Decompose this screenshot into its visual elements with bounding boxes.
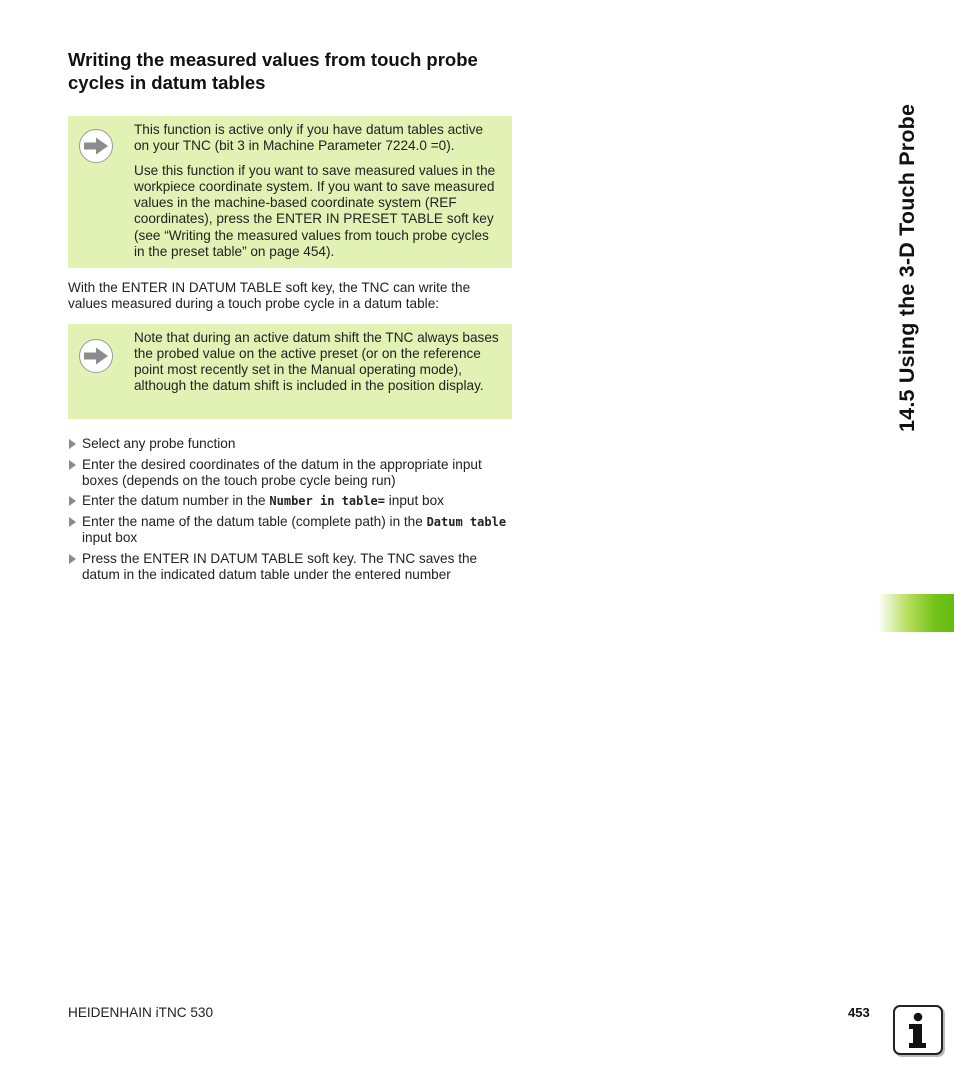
note-paragraph: This function is active only if you have datum tables active on your TNC (bit 3 in Machine Parameter 7224.0 =0).	[134, 122, 484, 154]
info-icon	[893, 1005, 943, 1055]
section-heading: Writing the measured values from touch probe cycles in datum tables	[68, 49, 478, 93]
step-list	[68, 436, 512, 587]
triangle-bullet-icon	[69, 496, 76, 506]
input-box-name: Number in table=	[269, 494, 385, 509]
triangle-bullet-icon	[69, 439, 76, 449]
intro-paragraph: With the ENTER IN DATUM TABLE soft key, the TNC can write the values measured during a touch probe cycle in a datum table:	[68, 280, 471, 312]
note-paragraph: Use this function if you want to save measured values in the workpiece coordinate system. If you want to save measured values in the machine-based coordinate system (REF coordinates), press the ENTER IN PRESET TABLE soft key (see “Writing the measured values from touch probe cycles in the preset table” on page 454).	[134, 163, 496, 259]
note-box-datum-tables	[68, 116, 512, 268]
note-box-datum-shift	[68, 324, 512, 419]
triangle-bullet-icon	[69, 460, 76, 470]
list-item	[68, 436, 512, 452]
step-text: Select any probe function	[82, 436, 236, 451]
footer-product-name: HEIDENHAIN iTNC 530	[68, 1005, 214, 1020]
list-item	[68, 457, 512, 489]
arrow-right-icon	[79, 129, 113, 163]
triangle-bullet-icon	[69, 554, 76, 564]
list-item	[68, 514, 512, 546]
step-text: Enter the name of the datum table (complete path) in the	[82, 513, 427, 529]
list-item	[68, 493, 512, 509]
step-text: input box	[385, 493, 444, 509]
step-text: Enter the desired coordinates of the datum in the appropriate input boxes (depends on the touch probe cycle being run)	[82, 456, 482, 488]
input-box-name: Datum table	[426, 514, 507, 529]
page-number: 453	[848, 1005, 870, 1020]
list-item	[68, 551, 512, 583]
step-text: Enter the datum number in the	[82, 493, 270, 509]
chapter-side-title: 14.5 Using the 3-D Touch Probe	[895, 103, 919, 432]
note-paragraph: Note that during an active datum shift the TNC always bases the probed value on the active preset (or on the reference point most recently set in the Manual operating mode), although the datum shift is included in the position display.	[134, 330, 499, 394]
step-text: input box	[82, 529, 138, 545]
triangle-bullet-icon	[69, 517, 76, 527]
arrow-right-icon	[79, 339, 113, 373]
chapter-tab-marker	[878, 594, 954, 632]
step-text: Press the ENTER IN DATUM TABLE soft key. The TNC saves the datum in the indicated datum table under the entered number	[82, 550, 478, 582]
